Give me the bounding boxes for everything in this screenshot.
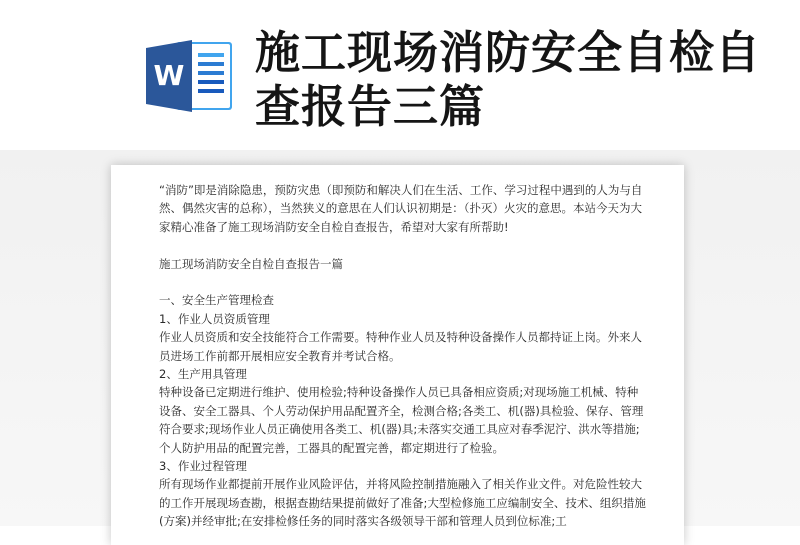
page-title: 施工现场消防安全自检自查报告三篇 — [255, 26, 762, 133]
item-heading: 1、作业人员资质管理 — [159, 311, 270, 326]
item-paragraph: 作业人员资质和安全技能符合工作需要。特种作业人员及特种设备操作人员都持证上岗。外来人员进场工作前都开展相应安全教育并考试合格。 — [159, 330, 642, 363]
item-heading: 3、作业过程管理 — [159, 459, 247, 474]
header-banner — [0, 0, 800, 150]
item-heading: 2、生产用具管理 — [159, 367, 247, 382]
item-paragraph: 特种设备已定期进行维护、使用检验;特种设备操作人员已具备相应资质;对现场施工机械、特种设备、安全工器具、个人劳动保护用品配置齐全，检测合格;各类工、机(器)具检验、保存、管理符合要求;现场作业人员正确使用各类工、机(器)具;未落实交通工具应对春季泥泞、洪水等措施;个人防护用品的配置完善，工器具的配置完善，都定期进行了检验。 — [159, 385, 644, 455]
report-title: 施工现场消防安全自检自查报告一篇 — [159, 256, 343, 271]
blank-line — [159, 236, 649, 254]
item-paragraph: 所有现场作业都提前开展作业风险评估，并将风险控制措施融入了相关作业文件。对危险性较大的工作开展现场查勘，根据查勘结果提前做好了准备;大型检修施工应编制安全、技术、组织措施(方案)并经审批;在安排检修任务的同时落实各级领导干部和管理人员到位标准;工 — [159, 477, 646, 529]
intro-paragraph: “消防”即是消除隐患，预防灾患（即预防和解决人们在生活、工作、学习过程中遇到的人为与自然、偶然灾害的总称），当然狭义的意思在人们认识初期是：（扑灭）火灾的意思。本站今天为大家精心准备了施工现场消防安全自检自查报告，希望对大家有所帮助! — [159, 183, 643, 234]
document-page — [111, 165, 684, 545]
document-body — [159, 181, 649, 531]
section-heading: 一、安全生产管理检查 — [159, 293, 274, 308]
word-icon-letter: W — [153, 59, 185, 92]
word-document-icon — [142, 38, 234, 114]
blank-line — [159, 273, 649, 291]
